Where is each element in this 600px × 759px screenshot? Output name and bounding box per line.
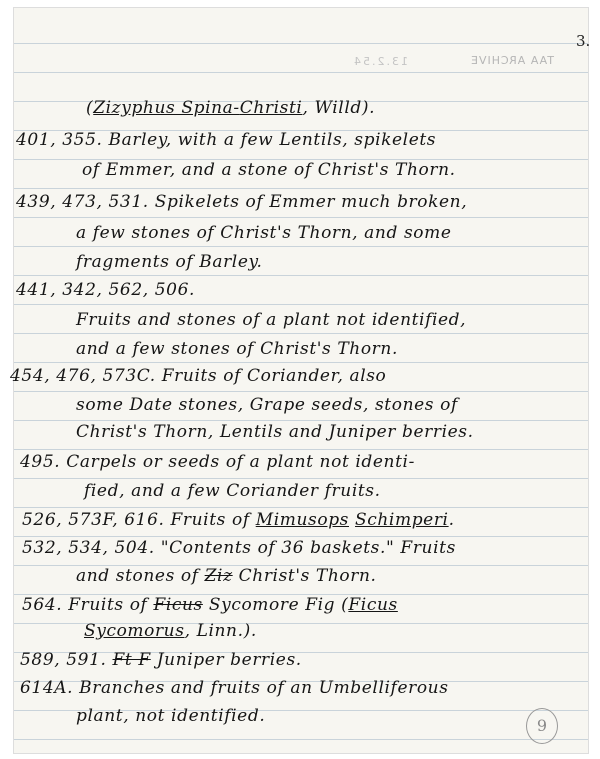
text-line: Sycomorus, Linn.). [84, 621, 257, 641]
text-line: and a few stones of Christ's Thorn. [76, 339, 398, 359]
text-line: and stones of Ziz Christ's Thorn. [76, 566, 377, 586]
entry-401: 401, 355. Barley, with a few Lentils, spikelets [16, 130, 437, 150]
entry-439: 439, 473, 531. Spikelets of Emmer much broken, [16, 192, 468, 212]
entry-441: 441, 342, 562, 506. [16, 280, 196, 300]
text-line: some Date stones, Grape seeds, stones of [76, 395, 458, 415]
text-line: of Emmer, and a stone of Christ's Thorn. [82, 160, 456, 180]
entry-532: 532, 534, 504. "Contents of 36 baskets." Fruits [22, 538, 456, 558]
archive-stamp: TAA ARCHIVE [470, 54, 555, 67]
text-line: Fruits and stones of a plant not identified, [76, 310, 467, 330]
entry-526: 526, 573F, 616. Fruits of Mimusops Schimperi. [22, 510, 455, 530]
folio-number: 9 [526, 708, 558, 744]
text-line: fied, and a few Coriander fruits. [84, 481, 381, 501]
entry-495: 495. Carpels or seeds of a plant not identi- [20, 452, 415, 472]
page-number: 3. [576, 32, 591, 50]
text-line: fragments of Barley. [76, 252, 263, 272]
entry-454: 454, 476, 573C. Fruits of Coriander, also [10, 366, 387, 386]
manuscript-page [10, 8, 591, 753]
text-line: (Zizyphus Spina-Christi, Willd). [86, 98, 376, 118]
text-line: Christ's Thorn, Lentils and Juniper berries. [76, 422, 474, 442]
entry-589: 589, 591. Ft F Juniper berries. [20, 650, 302, 670]
entry-564: 564. Fruits of Ficus Sycomore Fig (Ficus [22, 595, 398, 615]
text-line: a few stones of Christ's Thorn, and some [76, 223, 452, 243]
text-line: plant, not identified. [76, 706, 266, 726]
entry-614A: 614A. Branches and fruits of an Umbelliferous [20, 678, 449, 698]
archive-stamp-date: 13.2.54 [352, 55, 408, 68]
